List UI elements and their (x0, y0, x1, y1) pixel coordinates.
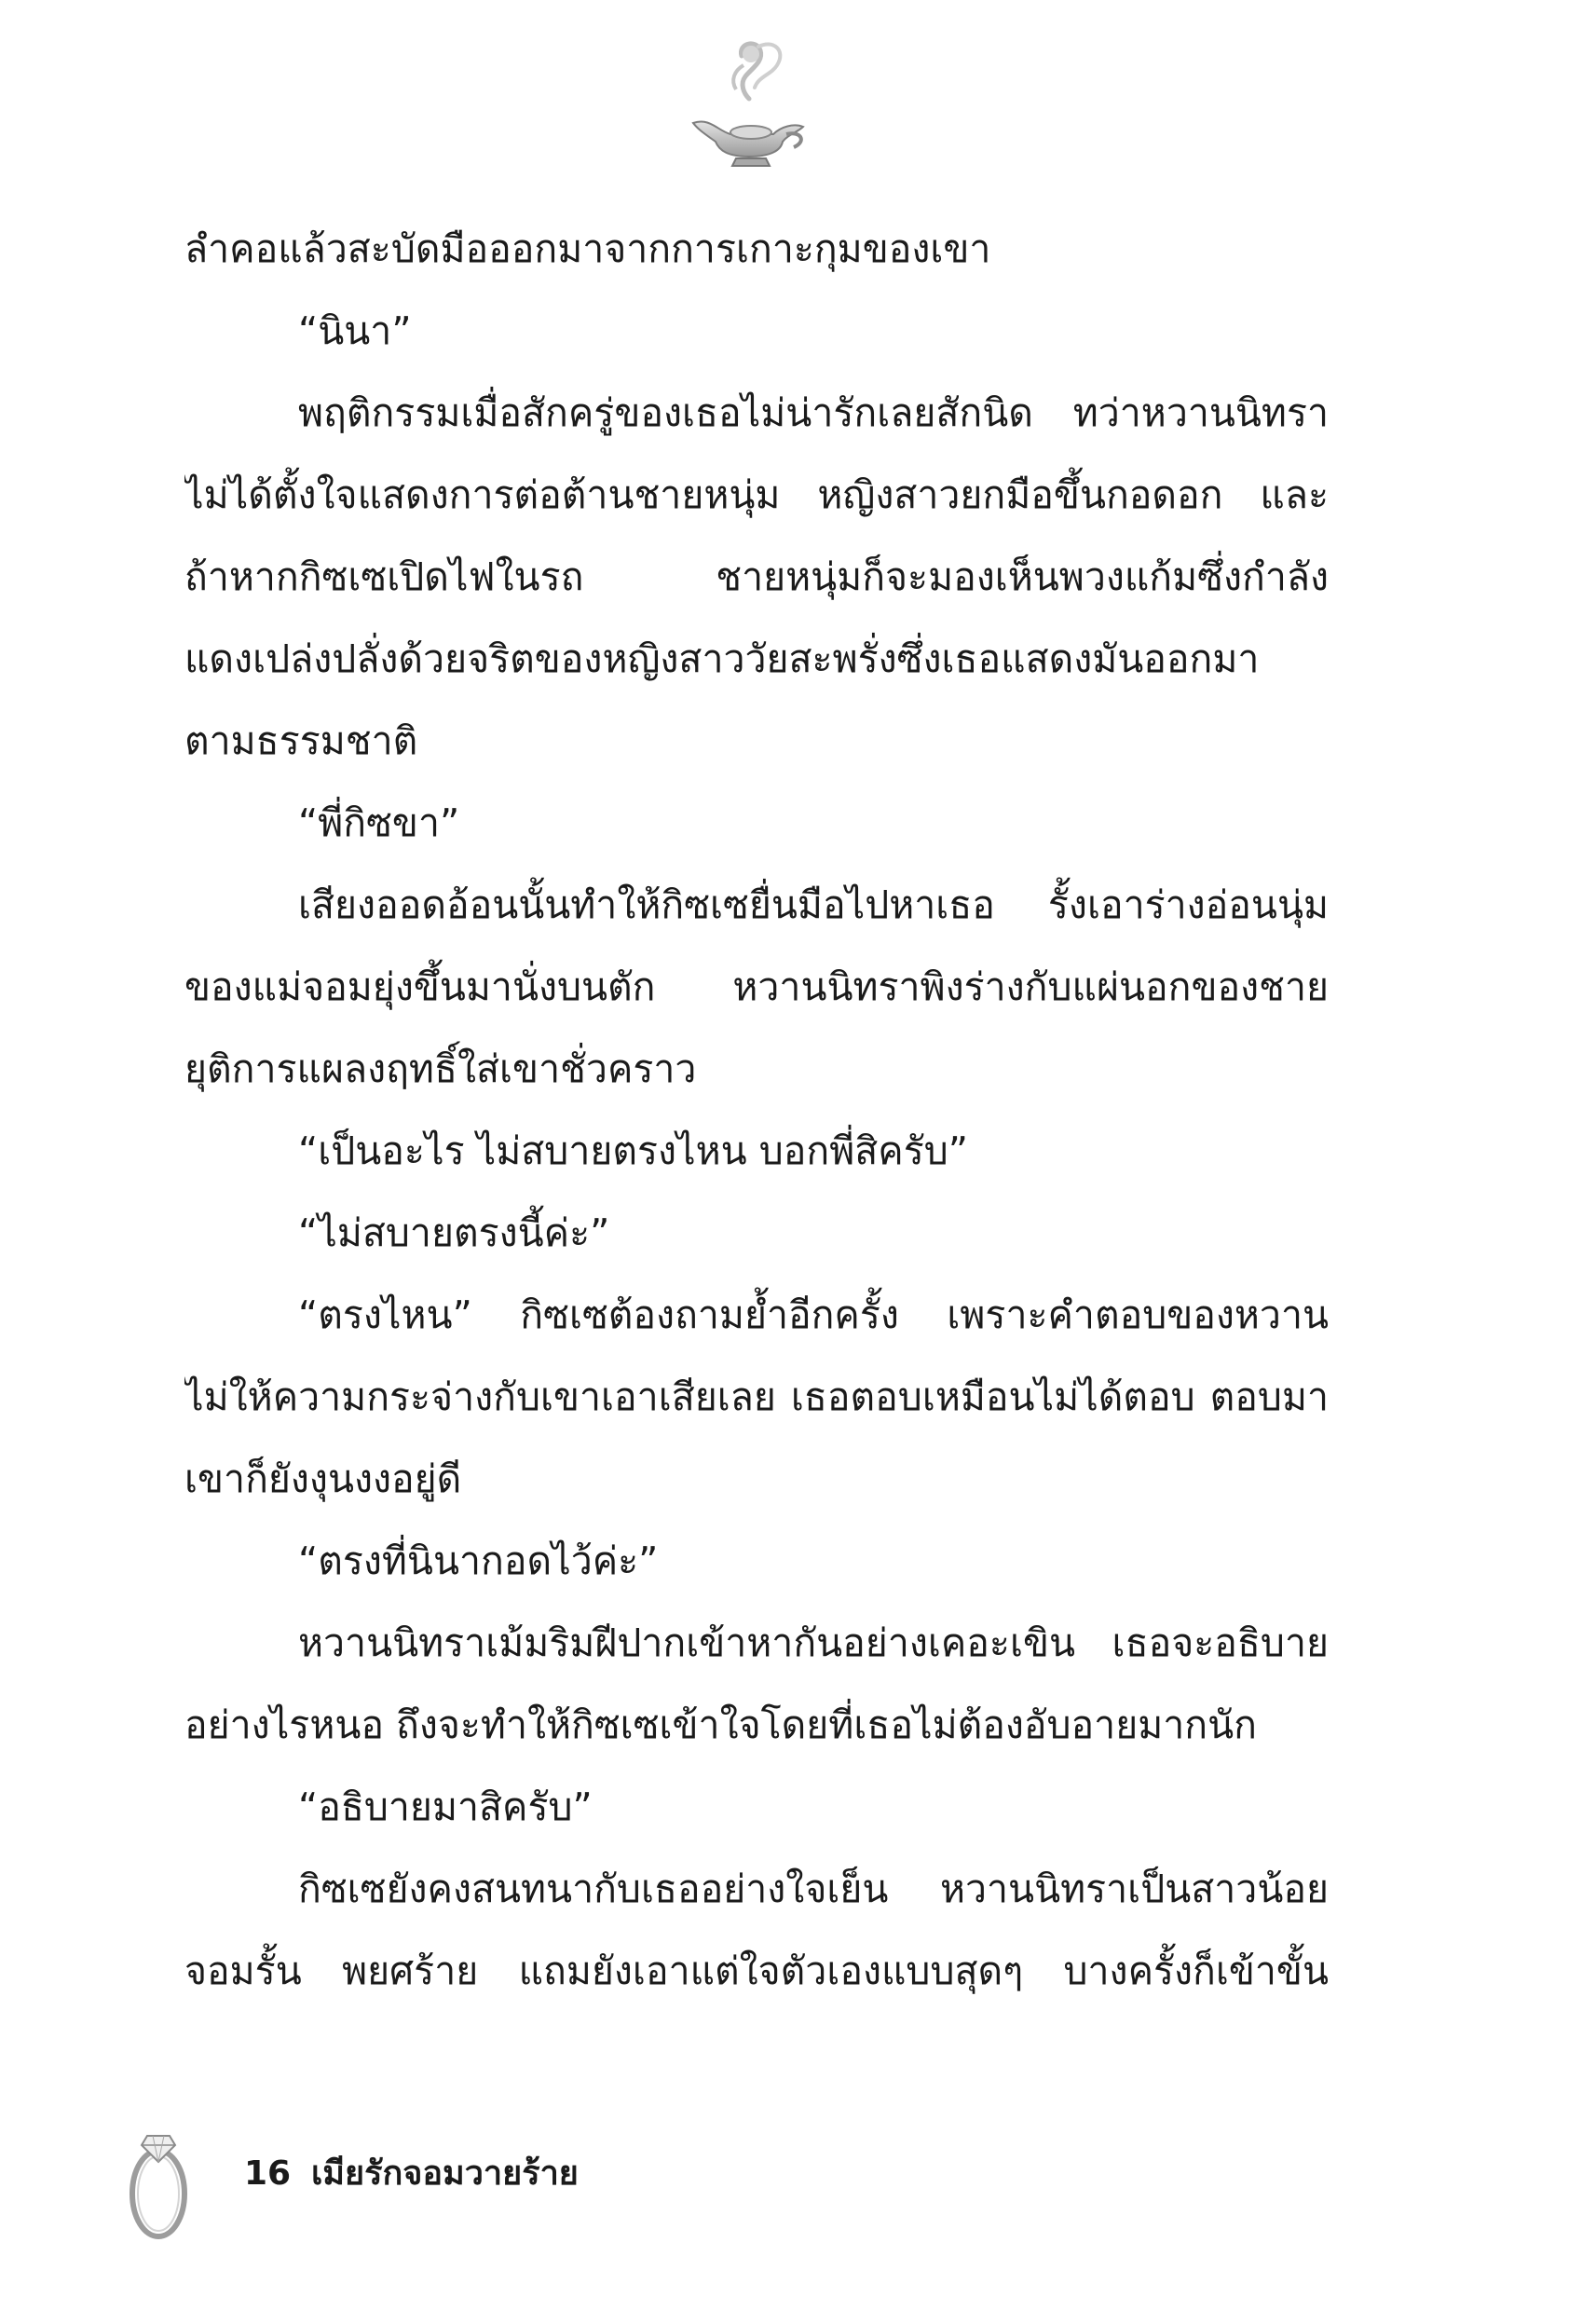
body-line: ของแม่จอมยุ่งขึ้นมานั่งบนตัก หวานนิทราพิงร่างกับแผ่นอกของชาย (184, 964, 1329, 1009)
body-text (184, 216, 1329, 2071)
body-line: ตามธรรมชาติ (184, 718, 418, 763)
body-line: พฤติกรรมเมื่อสักครู่ของเธอไม่น่ารักเลยสักนิด ทว่าหวานนิทรา (298, 390, 1329, 435)
body-line: จอมรั้น พยศร้าย แถมยังเอาแต่ใจตัวเองแบบสุดๆ บางครั้งก็เข้าขั้น (184, 1949, 1329, 1993)
genie-lamp-icon (684, 37, 814, 177)
page-number: 16 (244, 2154, 292, 2193)
diamond-ring-icon (121, 2115, 196, 2246)
body-line: ถ้าหากกิซเซเปิดไฟในรถ ชายหนุ่มก็จะมองเห็นพวงแก้มซึ่งกำลัง (184, 554, 1329, 599)
body-line: ลำคอแล้วสะบัดมือออกมาจากการเกาะกุมของเขา (184, 226, 991, 271)
body-line: แดงเปล่งปลั่งด้วยจริตของหญิงสาววัยสะพรั่งซึ่งเธอแสดงมันออกมา (184, 636, 1260, 681)
body-line: เสียงออดอ้อนนั้นทำให้กิซเซยื่นมือไปหาเธอ รั้งเอาร่างอ่อนนุ่ม (298, 882, 1329, 927)
body-line: “เป็นอะไร ไม่สบายตรงไหน บอกพี่สิครับ” (298, 1128, 968, 1173)
body-line: “ตรงที่นินากอดไว้ค่ะ” (298, 1538, 659, 1583)
book-title: เมียรักจอมวายร้าย (311, 2154, 579, 2193)
body-line: หวานนิทราเม้มริมฝีปากเข้าหากันอย่างเคอะเขิน เธอจะอธิบาย (298, 1620, 1329, 1665)
body-line: ยุติการแผลงฤทธิ์ใส่เขาชั่วคราว (184, 1046, 697, 1091)
body-line: ไม่ให้ความกระจ่างกับเขาเอาเสียเลย เธอตอบเหมือนไม่ได้ตอบ ตอบมา (184, 1374, 1329, 1419)
body-line: “ตรงไหน” กิซเซต้องถามย้ำอีกครั้ง เพราะคำตอบของหวาน (298, 1292, 1329, 1337)
body-line: กิซเซยังคงสนทนากับเธออย่างใจเย็น หวานนิทราเป็นสาวน้อย (298, 1867, 1329, 1911)
body-line: อย่างไรหนอ ถึงจะทำให้กิซเซเข้าใจโดยที่เธอไม่ต้องอับอายมากนัก (184, 1702, 1257, 1747)
body-line: “ไม่สบายตรงนี้ค่ะ” (298, 1210, 610, 1255)
body-line: “อธิบายมาสิครับ” (298, 1785, 593, 1829)
body-line: เขาก็ยังงุนงงอยู่ดี (184, 1456, 462, 1501)
body-line: ไม่ได้ตั้งใจแสดงการต่อต้านชายหนุ่ม หญิงสาวยกมือขึ้นกอดอก และ (184, 472, 1329, 517)
body-line: “พี่กิซขา” (298, 800, 460, 845)
body-line: “นินา” (298, 308, 412, 353)
